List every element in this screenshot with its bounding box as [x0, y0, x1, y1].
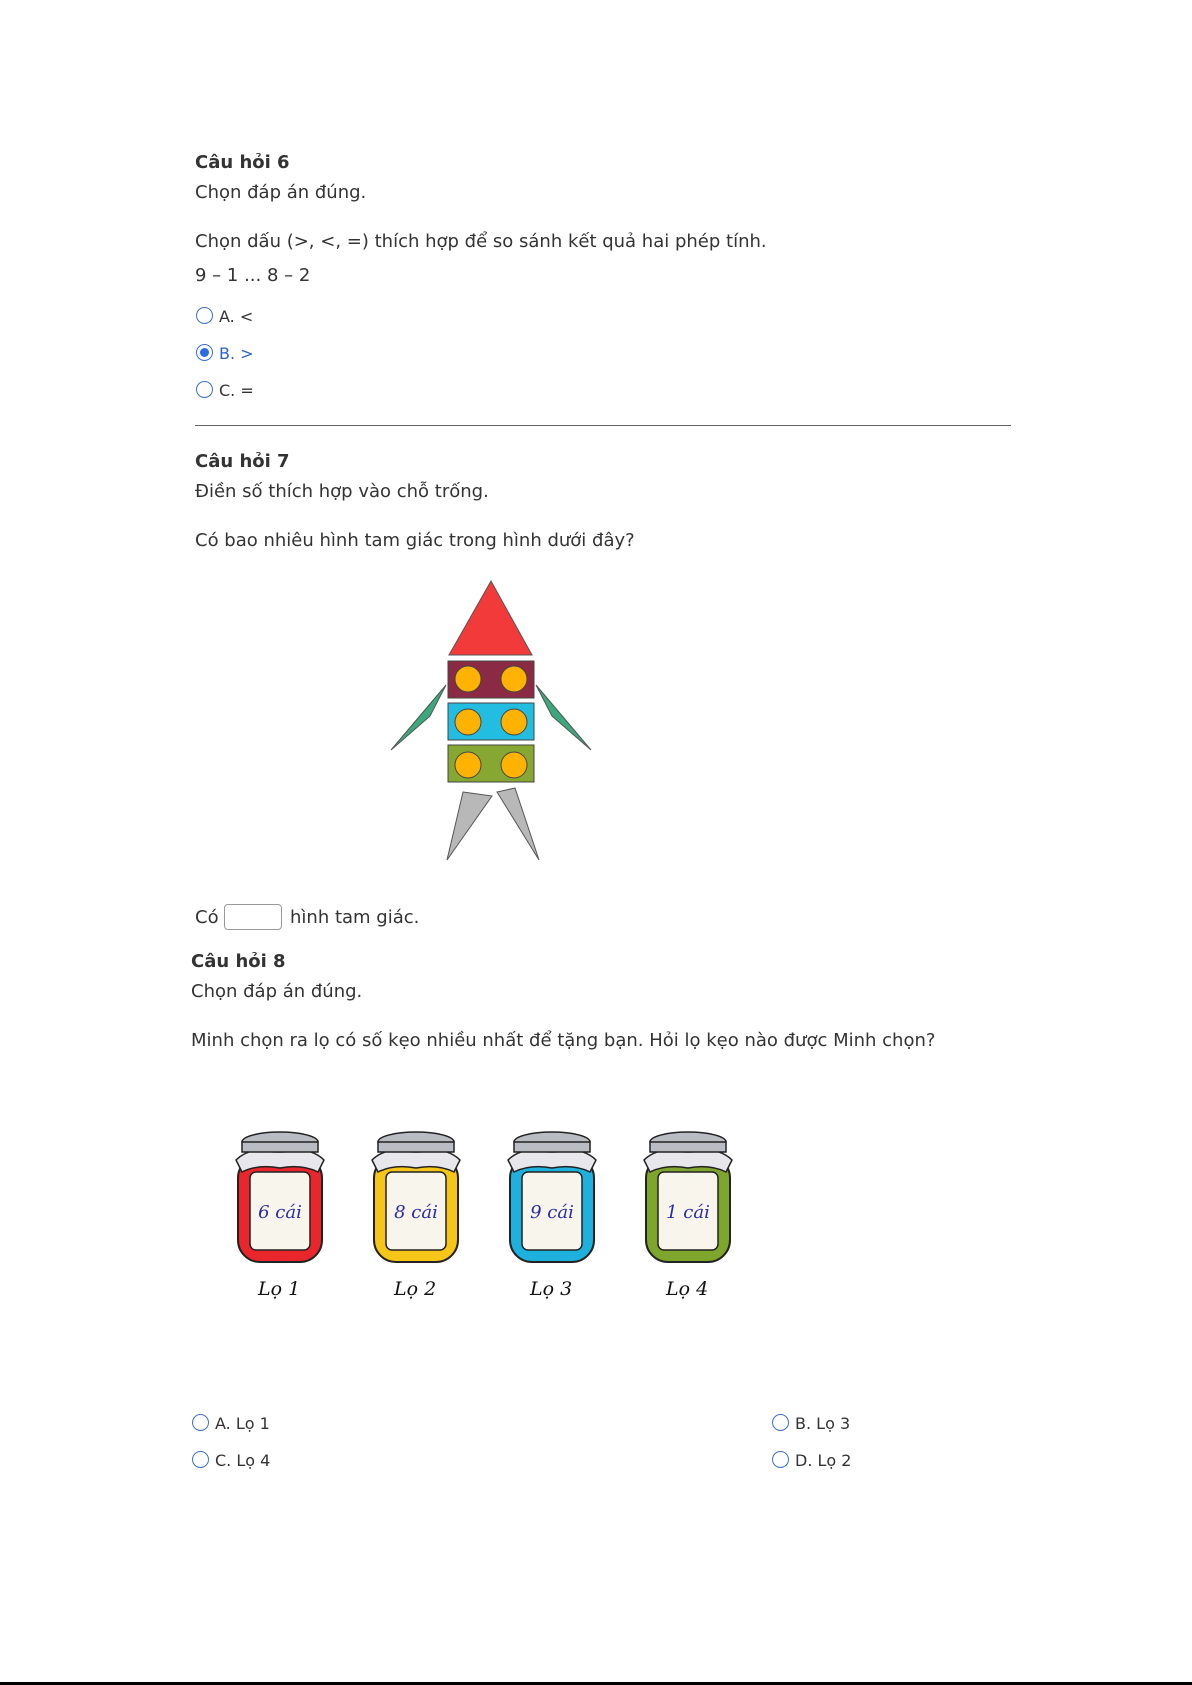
q7-answer-input[interactable] [224, 904, 282, 930]
jar-2 [366, 1128, 466, 1308]
option-letter: B. [219, 344, 236, 363]
jar-label: Lọ 3 [530, 1278, 573, 1300]
q6-title: Câu hỏi 6 [195, 152, 290, 173]
rocket-right-wing-triangle [536, 685, 591, 750]
radio-button[interactable] [196, 381, 213, 398]
jar-1 [230, 1128, 330, 1308]
radio-button[interactable] [772, 1414, 789, 1431]
jar-icon [638, 1128, 738, 1268]
option-text: = [240, 381, 254, 400]
rocket-left-wing-triangle [391, 685, 446, 750]
option-text: Lọ 3 [816, 1414, 851, 1433]
jar-count: 9 cái [530, 1202, 574, 1223]
option-text: Lọ 2 [817, 1451, 852, 1470]
q7-instruction: Điền số thích hợp vào chỗ trống. [195, 481, 489, 502]
q7-answer-suffix: hình tam giác. [290, 907, 420, 928]
q7-title: Câu hỏi 7 [195, 451, 290, 472]
q6-instruction: Chọn đáp án đúng. [195, 182, 367, 203]
jar-count: 8 cái [394, 1202, 438, 1223]
jar-4 [638, 1128, 738, 1308]
jar-label: Lọ 1 [258, 1278, 301, 1300]
option-text: Lọ 1 [235, 1414, 270, 1433]
rocket-triangles-figure [385, 578, 595, 864]
q8-prompt: Minh chọn ra lọ có số kẹo nhiều nhất để tặng bạn. Hỏi lọ kẹo nào được Minh chọn? [191, 1030, 936, 1051]
rocket-nose-triangle [449, 581, 532, 655]
jar-label: Lọ 2 [394, 1278, 437, 1300]
jar-label: Lọ 4 [666, 1278, 709, 1300]
option-text: > [240, 344, 254, 363]
q6-expression: 9 – 1 ... 8 – 2 [195, 265, 311, 286]
rocket-exhaust-right-triangle [497, 788, 539, 860]
jar-icon [502, 1128, 602, 1268]
q7-prompt: Có bao nhiêu hình tam giác trong hình dưới đây? [195, 530, 635, 551]
radio-button[interactable] [196, 307, 213, 324]
radio-button[interactable] [192, 1414, 209, 1431]
jar-icon [230, 1128, 330, 1268]
jar-count: 6 cái [258, 1202, 302, 1223]
option-letter: A. [219, 307, 235, 326]
option-letter: B. [795, 1414, 812, 1433]
q6-prompt: Chọn dấu (>, <, =) thích hợp để so sánh kết quả hai phép tính. [195, 231, 767, 252]
jar-icon [366, 1128, 466, 1268]
q7-answer-prefix: Có [195, 907, 219, 928]
radio-button[interactable] [192, 1451, 209, 1468]
q8-instruction: Chọn đáp án đúng. [191, 981, 363, 1002]
question-divider [195, 425, 1011, 426]
q8-title: Câu hỏi 8 [191, 951, 286, 972]
option-letter: C. [219, 381, 236, 400]
option-letter: C. [215, 1451, 232, 1470]
jar-count: 1 cái [666, 1202, 710, 1223]
rocket-exhaust-left-triangle [447, 792, 492, 860]
candy-jars [230, 1128, 750, 1308]
option-text: Lọ 4 [236, 1451, 271, 1470]
option-letter: A. [215, 1414, 231, 1433]
option-letter: D. [795, 1451, 813, 1470]
option-text: < [239, 307, 254, 326]
radio-button-selected[interactable] [196, 344, 213, 361]
radio-button[interactable] [772, 1451, 789, 1468]
jar-3 [502, 1128, 602, 1308]
